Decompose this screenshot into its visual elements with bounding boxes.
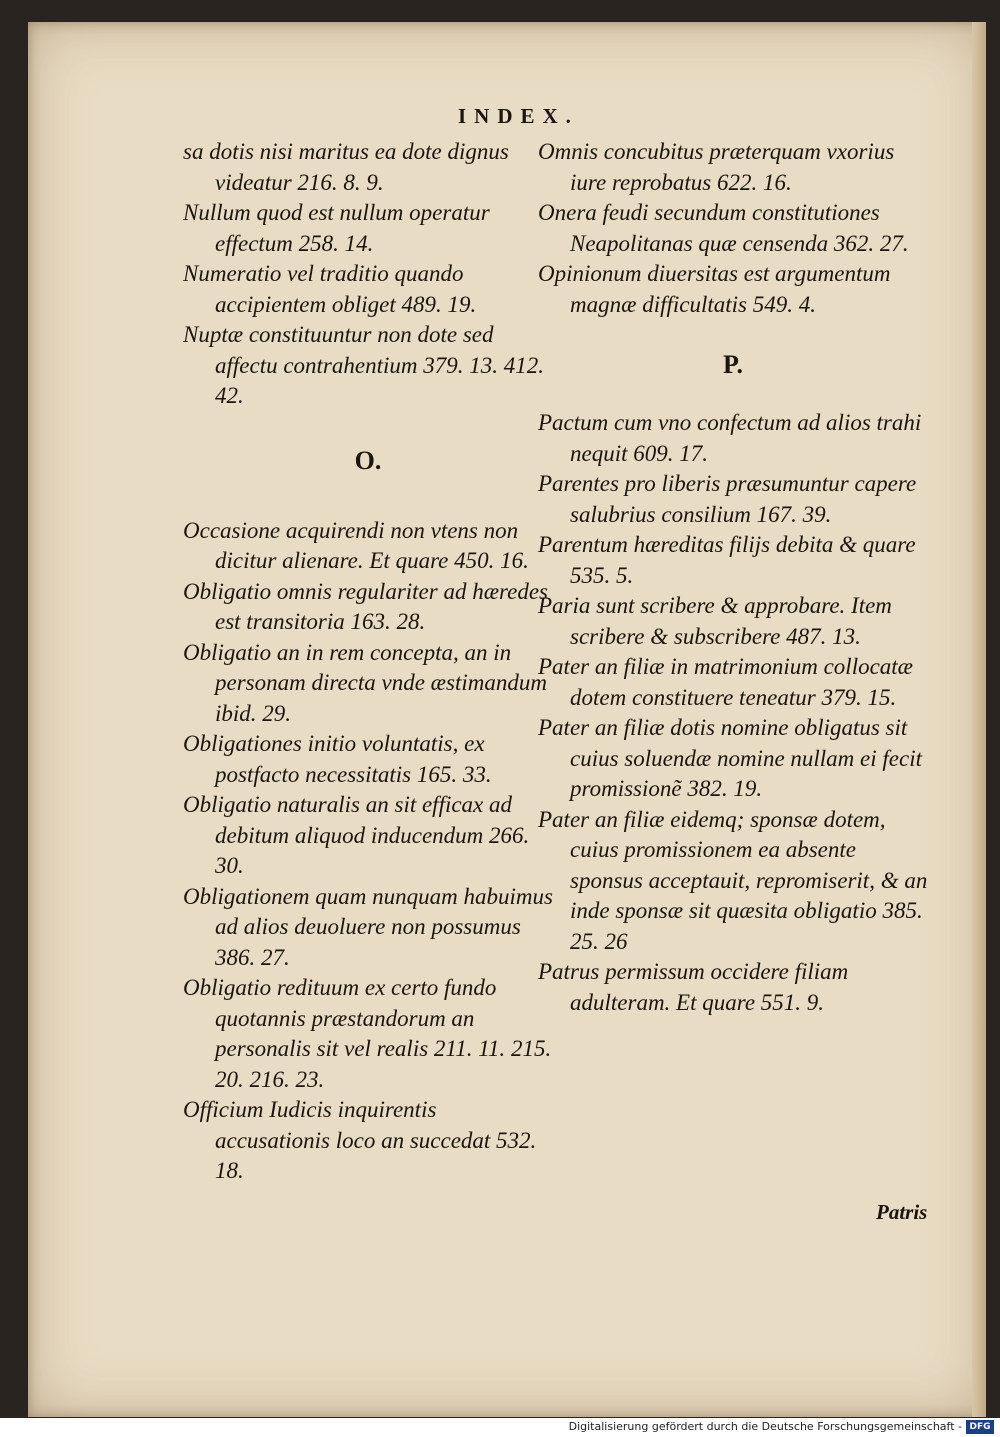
index-entry: Numeratio vel traditio quando accipientem obliget 489. 19. (183, 261, 477, 317)
index-column-right (538, 137, 928, 1018)
index-entry: Onera feudi secundum constitutiones Neapolitanas quæ censenda 362. 27. (538, 200, 909, 256)
index-entry: Officium Iudicis inquirentis accusationis loco an succedat 532. 18. (183, 1097, 537, 1183)
index-entry: Patrus permissum occidere filiam adulteram. Et quare 551. 9. (538, 959, 849, 1015)
index-entry: Parentum hæreditas filijs debita & quare 535. 5. (538, 532, 916, 588)
dfg-logo-icon: DFG (966, 1420, 994, 1434)
index-entry: Pactum cum vno confectum ad alios trahi nequit 609. 17. (538, 410, 922, 466)
index-entry: Obligationem quam nunquam habuimus ad alios deuoluere non possumus 386. 27. (183, 883, 553, 970)
catchword: Patris (876, 1200, 928, 1224)
index-entry: Obligationes initio voluntatis, ex postfacto necessitatis 165. 33. (183, 731, 492, 787)
index-entry: Nuptæ constituuntur non dote sed affectu contrahentium 379. 13. 412. 42. (183, 322, 544, 408)
running-header: INDEX. (458, 104, 579, 128)
index-entry: Pater an filiæ in matrimonium collocatæ dotem constituere teneatur 379. 15. (538, 654, 914, 710)
index-entry: sa dotis nisi maritus ea dote dignus videatur 216. 8. 9. (183, 139, 509, 195)
index-entry: Nullum quod est nullum operatur effectum 258. 14. (183, 200, 490, 256)
index-entry: Obligatio naturalis an sit efficax ad debitum aliquod inducendum 266. 30. (183, 792, 530, 878)
section-letter-p: P. (723, 350, 743, 379)
index-column-left (183, 137, 553, 1187)
index-entry: Pater an filiæ eidemq; sponsæ dotem, cuius promissionem ea absente sponsus acceptauit, repromiserit, & an inde sponsæ sit quæsita obligatio 385. 25. 26 (538, 806, 928, 954)
digitization-footer (0, 1418, 1000, 1437)
index-entry: Parentes pro liberis præsumuntur capere salubrius consilium 167. 39. (538, 471, 917, 527)
index-entry: Omnis concubitus præterquam vxorius iure reprobatus 622. 16. (538, 139, 895, 195)
index-entry: Pater an filiæ dotis nomine obligatus sit cuius soluendæ nomine nullam ei fecit promissionẽ 382. 19. (538, 715, 922, 801)
page-edge (972, 22, 986, 1417)
index-entry: Opinionum diuersitas est argumentum magnæ difficultatis 549. 4. (538, 261, 891, 317)
index-entry: Paria sunt scribere & approbare. Item scribere & subscribere 487. 13. (538, 593, 892, 649)
book-page (28, 22, 986, 1417)
index-entry: Occasione acquirendi non vtens non dicitur alienare. Et quare 450. 16. (183, 517, 529, 573)
index-entry: Obligatio an in rem concepta, an in personam directa vnde æstimandum ibid. 29. (183, 639, 547, 726)
index-entry: Obligatio omnis regulariter ad hæredes est transitoria 163. 28. (183, 578, 549, 634)
section-letter-o: O. (354, 445, 382, 475)
index-entry: Obligatio redituum ex certo fundo quotannis præstandorum an personalis sit vel realis 211. 11. 215. 20. 216. 23. (183, 975, 552, 1092)
footer-credit: Digitalisierung gefördert durch die Deutsche Forschungsgemeinschaft - (568, 1420, 962, 1433)
